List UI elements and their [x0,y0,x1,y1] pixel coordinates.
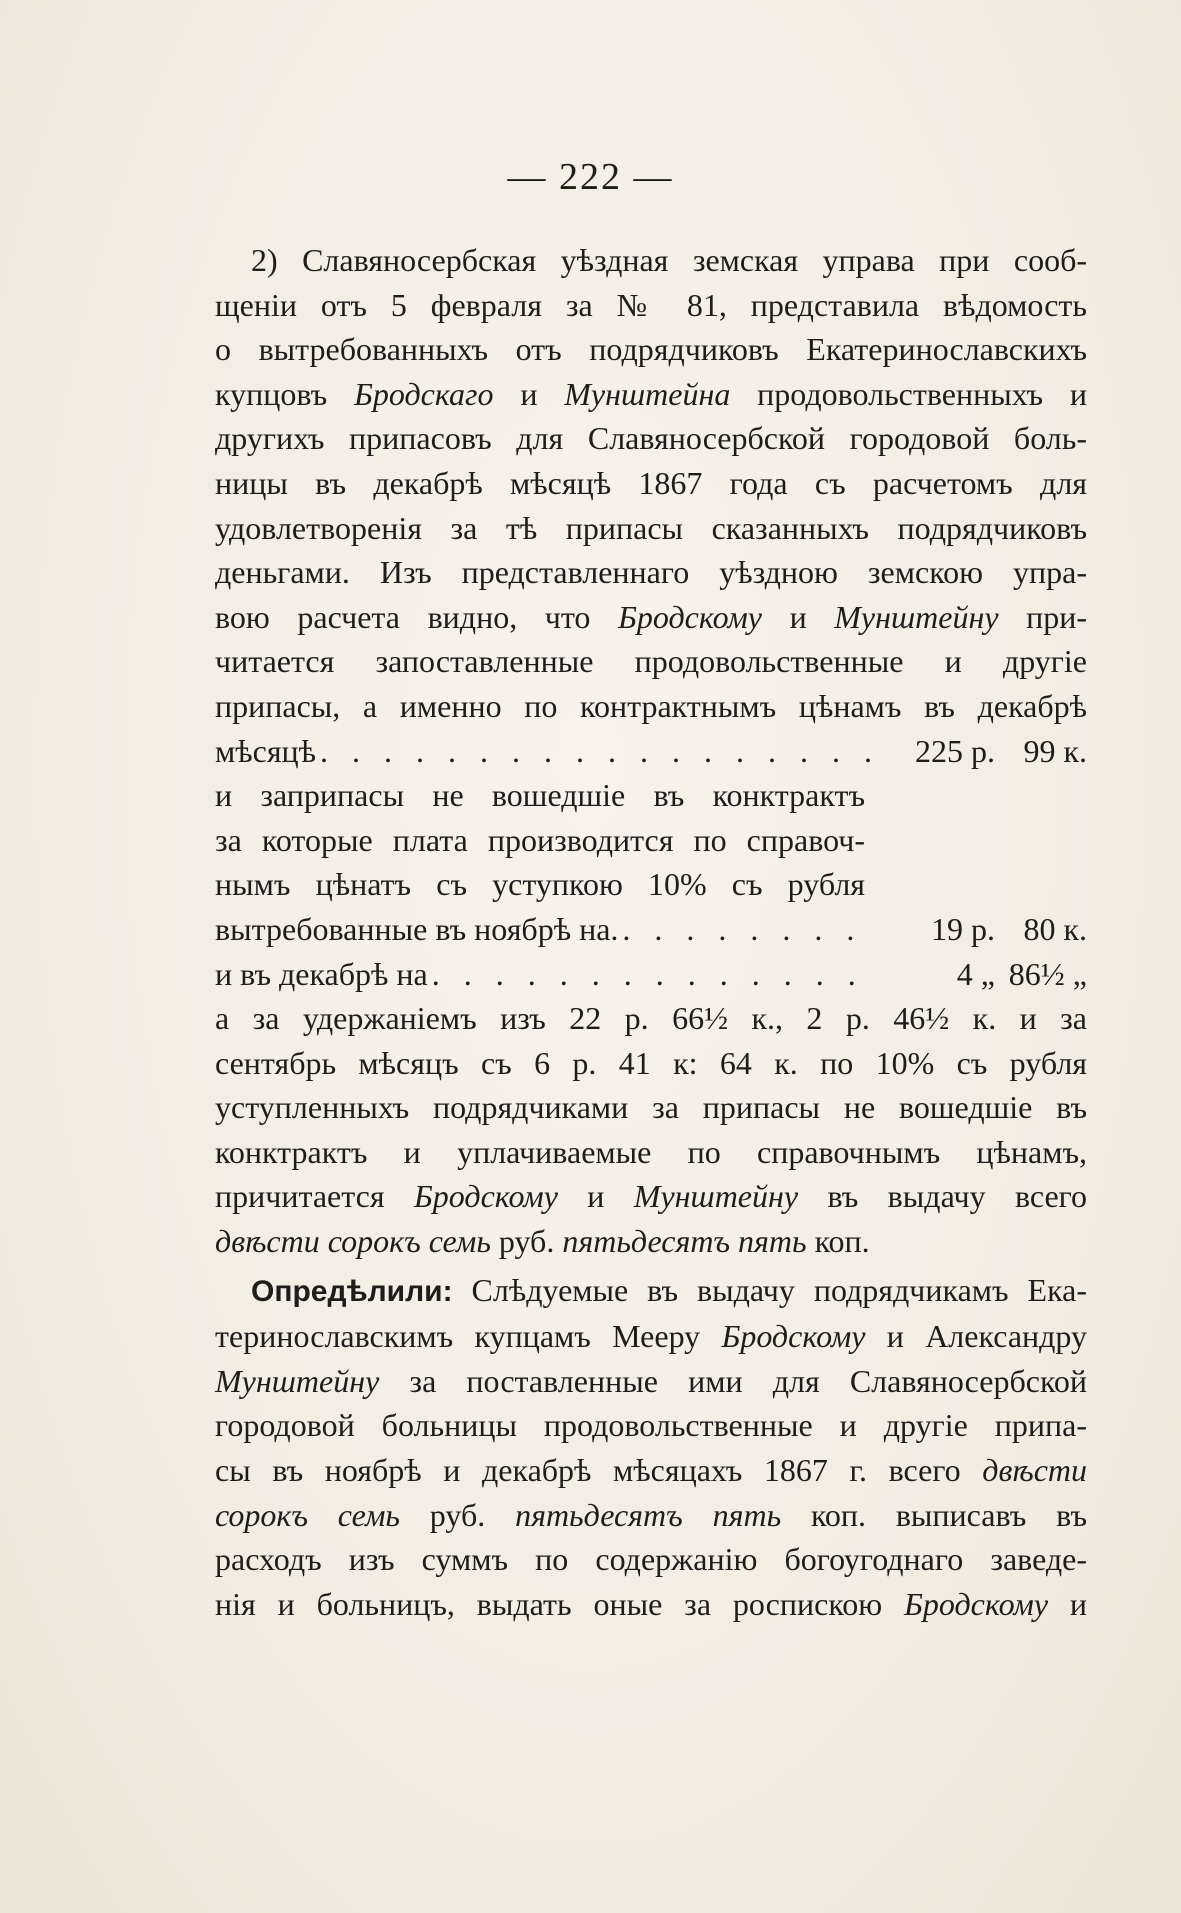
sum-words-rubles: двѣсти [982,1452,1087,1489]
text-run: и Александру [865,1318,1088,1355]
text-run: и [493,375,565,412]
text-line [215,372,1087,417]
text-line: уступленныхъ подрядчиками за припасы не вошедшіе въ [215,1089,1087,1126]
amount-kopecks: 86½ „ [1008,955,1087,992]
surname-brodsky: Бродскому [618,598,762,635]
text-run: теринославскимъ купцамъ Мееру [215,1318,722,1355]
surname-munstein: Мунштейну [633,1178,799,1215]
text-line [215,1314,1087,1359]
sum-words-rubles: сорокъ семь [215,1496,400,1533]
ledger-amount [883,952,1087,997]
text-line [215,595,1087,640]
text-line [215,1582,1087,1627]
amount-kopecks: 80 к. [1023,910,1087,947]
surname-brodsky: Бродскому [413,1178,558,1215]
text-line: деньгами. Изъ представленнаго уѣздною земскою упра- [215,554,1087,591]
text-line: городовой больницы продовольственные и другіе припа- [215,1407,1087,1444]
ledger-row [215,729,1087,774]
sum-words-kopecks: пятьдесятъ пять [562,1223,807,1260]
text-line: а за удержаніемъ изъ 22 р. 66½ к., 2 р. 46½ к. и за [215,1000,1087,1037]
surname-brodsky: Бродскому [721,1318,866,1355]
text-line: припасы, а именно по контрактнымъ цѣнамъ въ декабрѣ [215,687,1087,724]
leader-dots [320,729,879,774]
text-run: руб. [490,1223,563,1260]
text-run: сы въ ноябрѣ и декабрѣ мѣсяцахъ 1867 г. всего [215,1452,983,1489]
text-line: ницы въ декабрѣ мѣсяцѣ 1867 года съ расчетомъ для [215,464,1087,501]
text-run: руб. [399,1496,516,1533]
text-line: расходъ изъ суммъ по содержанію богоугоднаго заведе- [215,1541,1087,1578]
text-run: купцовъ [215,375,355,412]
ledger-label: мѣсяцѣ [215,732,317,769]
surname-brodsky: Бродскому [904,1585,1049,1622]
text-line: щеніи отъ 5 февраля за № 81, представила вѣдомость [215,286,1087,323]
text-run: за поставленные ими для Славяносербской [379,1362,1087,1399]
text-run: причитается [215,1178,414,1215]
surname-munstein: Мунштейна [564,375,731,412]
text-line [215,1359,1087,1404]
surname-brodsky: Бродскаго [354,375,494,412]
text-line: нымъ цѣнатъ съ уступкою 10% съ рубля [215,866,865,903]
body-text [215,238,1087,1626]
amount-rubles: 4 „ [956,955,995,992]
text-run: продовольственныхъ и [730,375,1087,412]
text-run: коп. выписавъ въ [781,1496,1088,1533]
text-line [215,1493,1087,1538]
text-run: коп. [806,1223,870,1260]
ledger-label: вытребованные въ ноябрѣ на. [215,910,619,947]
text-line: сентябрь мѣсяцъ съ 6 р. 41 к: 64 к. по 10% съ рубля [215,1044,1087,1081]
text-run: и [557,1178,634,1215]
ledger-amount [883,907,1087,952]
text-line: удовлетворенія за тѣ припасы сказанныхъ подрядчиковъ [215,509,1087,546]
amount-rubles: 225 р. [915,732,995,769]
text-run: вою расчета видно, что [215,598,618,635]
surname-munstein: Мунштейну [834,598,999,635]
text-run: и [1048,1585,1087,1622]
page-number: — 222 — [507,156,674,198]
leader-dots [432,952,879,997]
sum-words-kopecks: пятьдесятъ пять [515,1496,782,1533]
amount-rubles: 19 р. [931,910,995,947]
ledger-amount [883,729,1087,774]
text-line: о вытребованныхъ отъ подрядчиковъ Екатеринославскихъ [215,331,1087,368]
text-line [215,1448,1087,1493]
amount-kopecks: 99 к. [1023,732,1087,769]
resolution-heading: Опредѣлили: [251,1274,453,1308]
text-run: Слѣдуемые въ выдачу подрядчикамъ Ека- [452,1271,1087,1308]
text-line: читается запоставленные продовольственные и другіе [215,643,1087,680]
surname-munstein: Мунштейну [215,1362,380,1399]
text-line: другихъ припасовъ для Славяносербской городовой боль- [215,420,1087,457]
ledger-label: и въ декабрѣ на [215,955,428,992]
leader-dots [622,907,879,952]
text-line: 2) Славяносербская уѣздная земская управа при сооб- [251,242,1087,278]
text-line [215,1174,1087,1219]
ledger-row [215,952,1087,997]
text-run: при- [998,598,1088,635]
text-run: и [762,598,835,635]
text-line: конктрактъ и уплачиваемые по справочнымъ цѣнамъ, [215,1133,1087,1170]
ledger-row [215,907,1087,952]
text-run: въ выдачу всего [798,1178,1088,1215]
text-run: нія и больницъ, выдать оные за роспискою [215,1585,905,1622]
sum-words-rubles: двѣсти сорокъ семь [215,1223,491,1260]
text-line: за которые плата производится по справоч- [215,821,865,858]
text-line: и заприпасы не вошедшіе въ конктрактъ [215,777,865,814]
text-line [215,1268,1087,1315]
text-line [215,1219,1087,1264]
